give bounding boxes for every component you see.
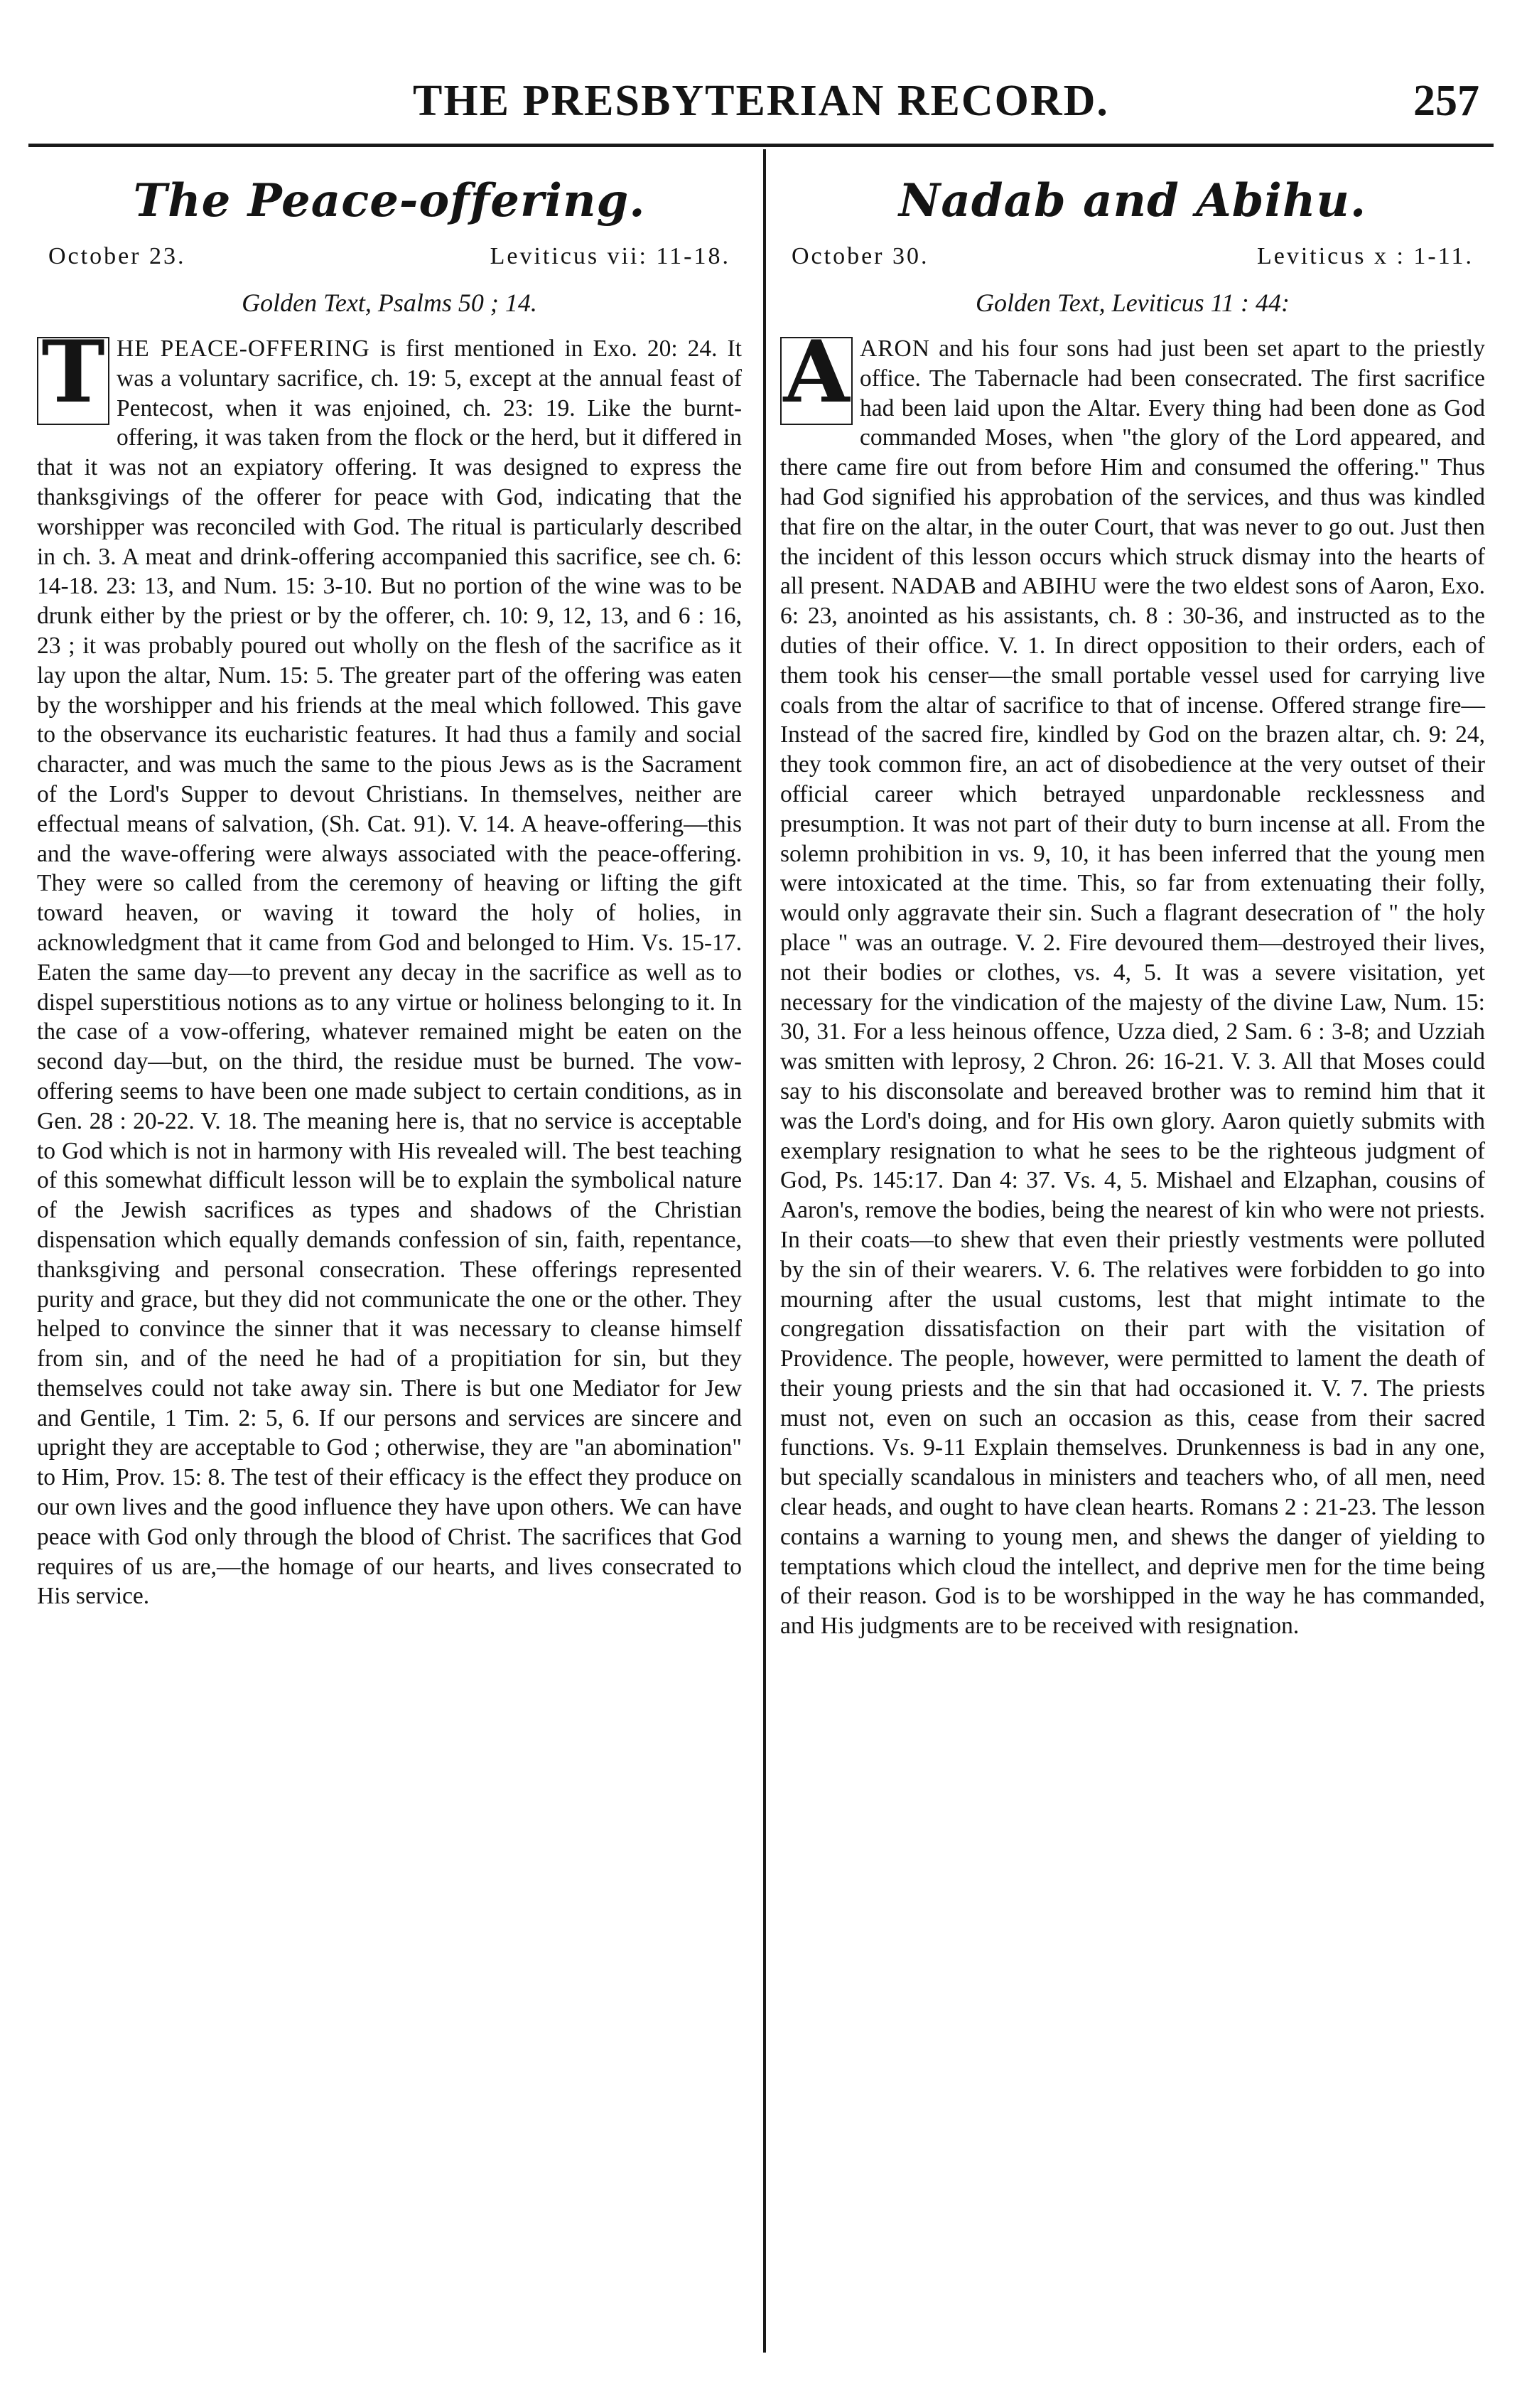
drop-cap: A [780, 337, 853, 425]
scripture-reference: Leviticus x : 1-11. [1256, 243, 1474, 269]
lesson-date: October 30. [792, 243, 929, 269]
golden-text: Golden Text, Leviticus 11 : 44: [976, 289, 1290, 317]
lesson-date: October 23. [48, 243, 186, 269]
drop-cap: T [37, 337, 109, 425]
article-text: is first mentioned in Exo. 20: 24. It was a voluntary sacrifice, ch. 19: 5, except at the annual feast of Pentecost, when it was enjoined, ch. 23: 19. Like the burnt-offering, it was taken from the flock or the herd, but it differed in that it was not an expiatory offering. It was designed to express the thanksgivings of the offerer for peace with God, indicating that the worshipper was reconciled with God. The ritual is particularly described in ch. 3. A meat and drink-offering accompanied this sacrifice, see ch. 6: 14-18. 23: 13, and Num. 15: 3-10. But no portion of the wine was to be drunk either by the priest or by the offerer, ch. 10: 9, 12, 13, and 6 : 16, 23 ; it was probably poured out wholly on the flesh of the sacrifice as it lay upon the altar, Num. 15: 5. The greater part of the offering was eaten by the worshipper and his friends at the meal which followed. This gave to the observance its eucharistic features. It had thus a family and social character, and was much the same to the pious Jews as is the Sacrament of the Lord's Supper to devout Christians. In themselves, neither are effectual means of salvation, (Sh. Cat. 91). V. 14. A heave-offering—this and the wave-offering were always associated with the peace-offering. They were so called from the ceremony of heaving or lifting the gift toward heaven, or waving it toward the holy of holies, in acknowledgment that it came from God and belonged to Him. Vs. 15-17. Eaten the same day—to prevent any decay in the sacrifice as well as to dispel superstitious notions as to any virtue or holiness belonging to it. In the case of a vow-offering, whatever remained might be eaten on the second day—but, on the third, the residue must be burned. The vow-offering seems to have been one made subject to certain conditions, as in Gen. 28 : 20-22. V. 18. The meaning here is, that no service is acceptable to God which is not in harmony with His revealed will. The best teaching of this somewhat difficult lesson will be to explain the symbolical nature of the Jewish sacrifices as types and shadows of the Christian dispensation which equally demands confession of sin, faith, repentance, thanksgiving and personal consecration. These offerings represented purity and grace, but they did not communicate the one or the other. They helped to convince the sinner that it was necessary to cleanse himself from sin, and of the need he had of a propitiation for sin, but they themselves could not take away sin. There is but one Mediator for Jew and Gentile, 1 Tim. 2: 5, 6. If our persons and services are sincere and upright they are acceptable to God ; otherwise, they are "an abomination" to Him, Prov. 15: 8. The test of their efficacy is the effect they produce on our own lives and the good influence they have upon others. We can have peace with God only through the blood of Christ. The sacrifices that God requires of us are,—the homage of our hearts, and lives consecrated to His service. [37, 335, 742, 1610]
article-heading: Nadab and Abihu. [898, 174, 1367, 227]
scripture-reference: Leviticus vii: 11-18. [490, 243, 730, 269]
lesson-meta [792, 239, 1474, 274]
article-body [37, 322, 742, 1611]
magazine-page [28, 28, 1494, 2381]
article-body [780, 322, 1485, 1641]
opening-words: HE PEACE-OFFERING [117, 335, 370, 362]
lesson-meta [48, 239, 730, 274]
article-text: and his four sons had just been set apart to the priestly office. The Tabernacle had been consecrated. The first sacrifice had been laid upon the Altar. Every thing had been done as God commanded Moses, when "the glory of the Lord appeared, and there came fire out from before Him and consumed the offering." Thus had God signified his approbation of the services, and thus was kindled that fire on the altar, in the outer Court, that was never to go out. Just then the incident of this lesson occurs which struck dismay into the hearts of all present. NADAB and ABIHU were the two eldest sons of Aaron, Exo. 6: 23, anointed as his assistants, ch. 8 : 30-36, and instructed as to the duties of their office. V. 1. In direct opposition to their orders, each of them took his censer—the small portable vessel used for carrying live coals from the altar of sacrifice to that of incense. Offered strange fire—Instead of the sacred fire, kindled by God on the brazen altar, ch. 9: 24, they took common fire, an act of disobedience at the very outset of their official career which betrayed unpardonable recklessness and presumption. It was not part of their duty to burn incense at all. From the solemn prohibition in vs. 9, 10, it has been inferred that the young men were intoxicated at the time. This, so far from extenuating their folly, would only aggravate their sin. Such a flagrant desecration of " the holy place " was an outrage. V. 2. Fire devoured them—destroyed their lives, not their bodies or clothes, vs. 4, 5. It was a severe visitation, yet necessary for the vindication of the majesty of the divine Law, Num. 15: 30, 31. For a less heinous offence, Uzza died, 2 Sam. 6 : 3-8; and Uzziah was smitten with leprosy, 2 Chron. 26: 16-21. V. 3. All that Moses could say to his disconsolate and bereaved brother was to remind him that it was the Lord's doing, and for His own glory. Aaron quietly submits with exemplary resignation to what he sees to be the righteous judgment of God, Ps. 145:17. Dan 4: 37. Vs. 4, 5. Mishael and Elzaphan, cousins of Aaron's, remove the bodies, being the nearest of kin who were not priests. In their coats—to shew that even their priestly vestments were polluted by the sin of their wearers. V. 6. The relatives were forbidden to go into mourning after the usual customs, lest that might intimate to the congregation dissatisfaction on their part with the visitation of Providence. The people, however, were permitted to lament the death of their young priests and the sin that had occasioned it. V. 7. The priests must not, even on such an occasion as this, cease from their sacred functions. Vs. 9-11 Explain themselves. Drunkenness is bad in any one, but specially scandalous in ministers and teachers who, of all men, need clear heads, and ought to have clean hearts. Romans 2 : 21-23. The lesson contains a warning to young men, and shews the danger of yielding to temptations which cloud the intellect, and deprive men for the time being of their reason. God is to be worshipped in the way he has commanded, and His judgments are to be received with resignation. [780, 335, 1485, 1640]
column-divider [763, 149, 766, 2353]
article-heading: The Peace-offering. [133, 174, 646, 227]
article-peace-offering [37, 171, 742, 1611]
opening-words: ARON [860, 335, 930, 362]
article-nadab-and-abihu [780, 171, 1485, 1641]
publication-title: THE PRESBYTERIAN RECORD. [413, 77, 1109, 125]
running-head [28, 72, 1494, 147]
golden-text: Golden Text, Psalms 50 ; 14. [242, 289, 537, 317]
page-number: 257 [1413, 77, 1479, 125]
